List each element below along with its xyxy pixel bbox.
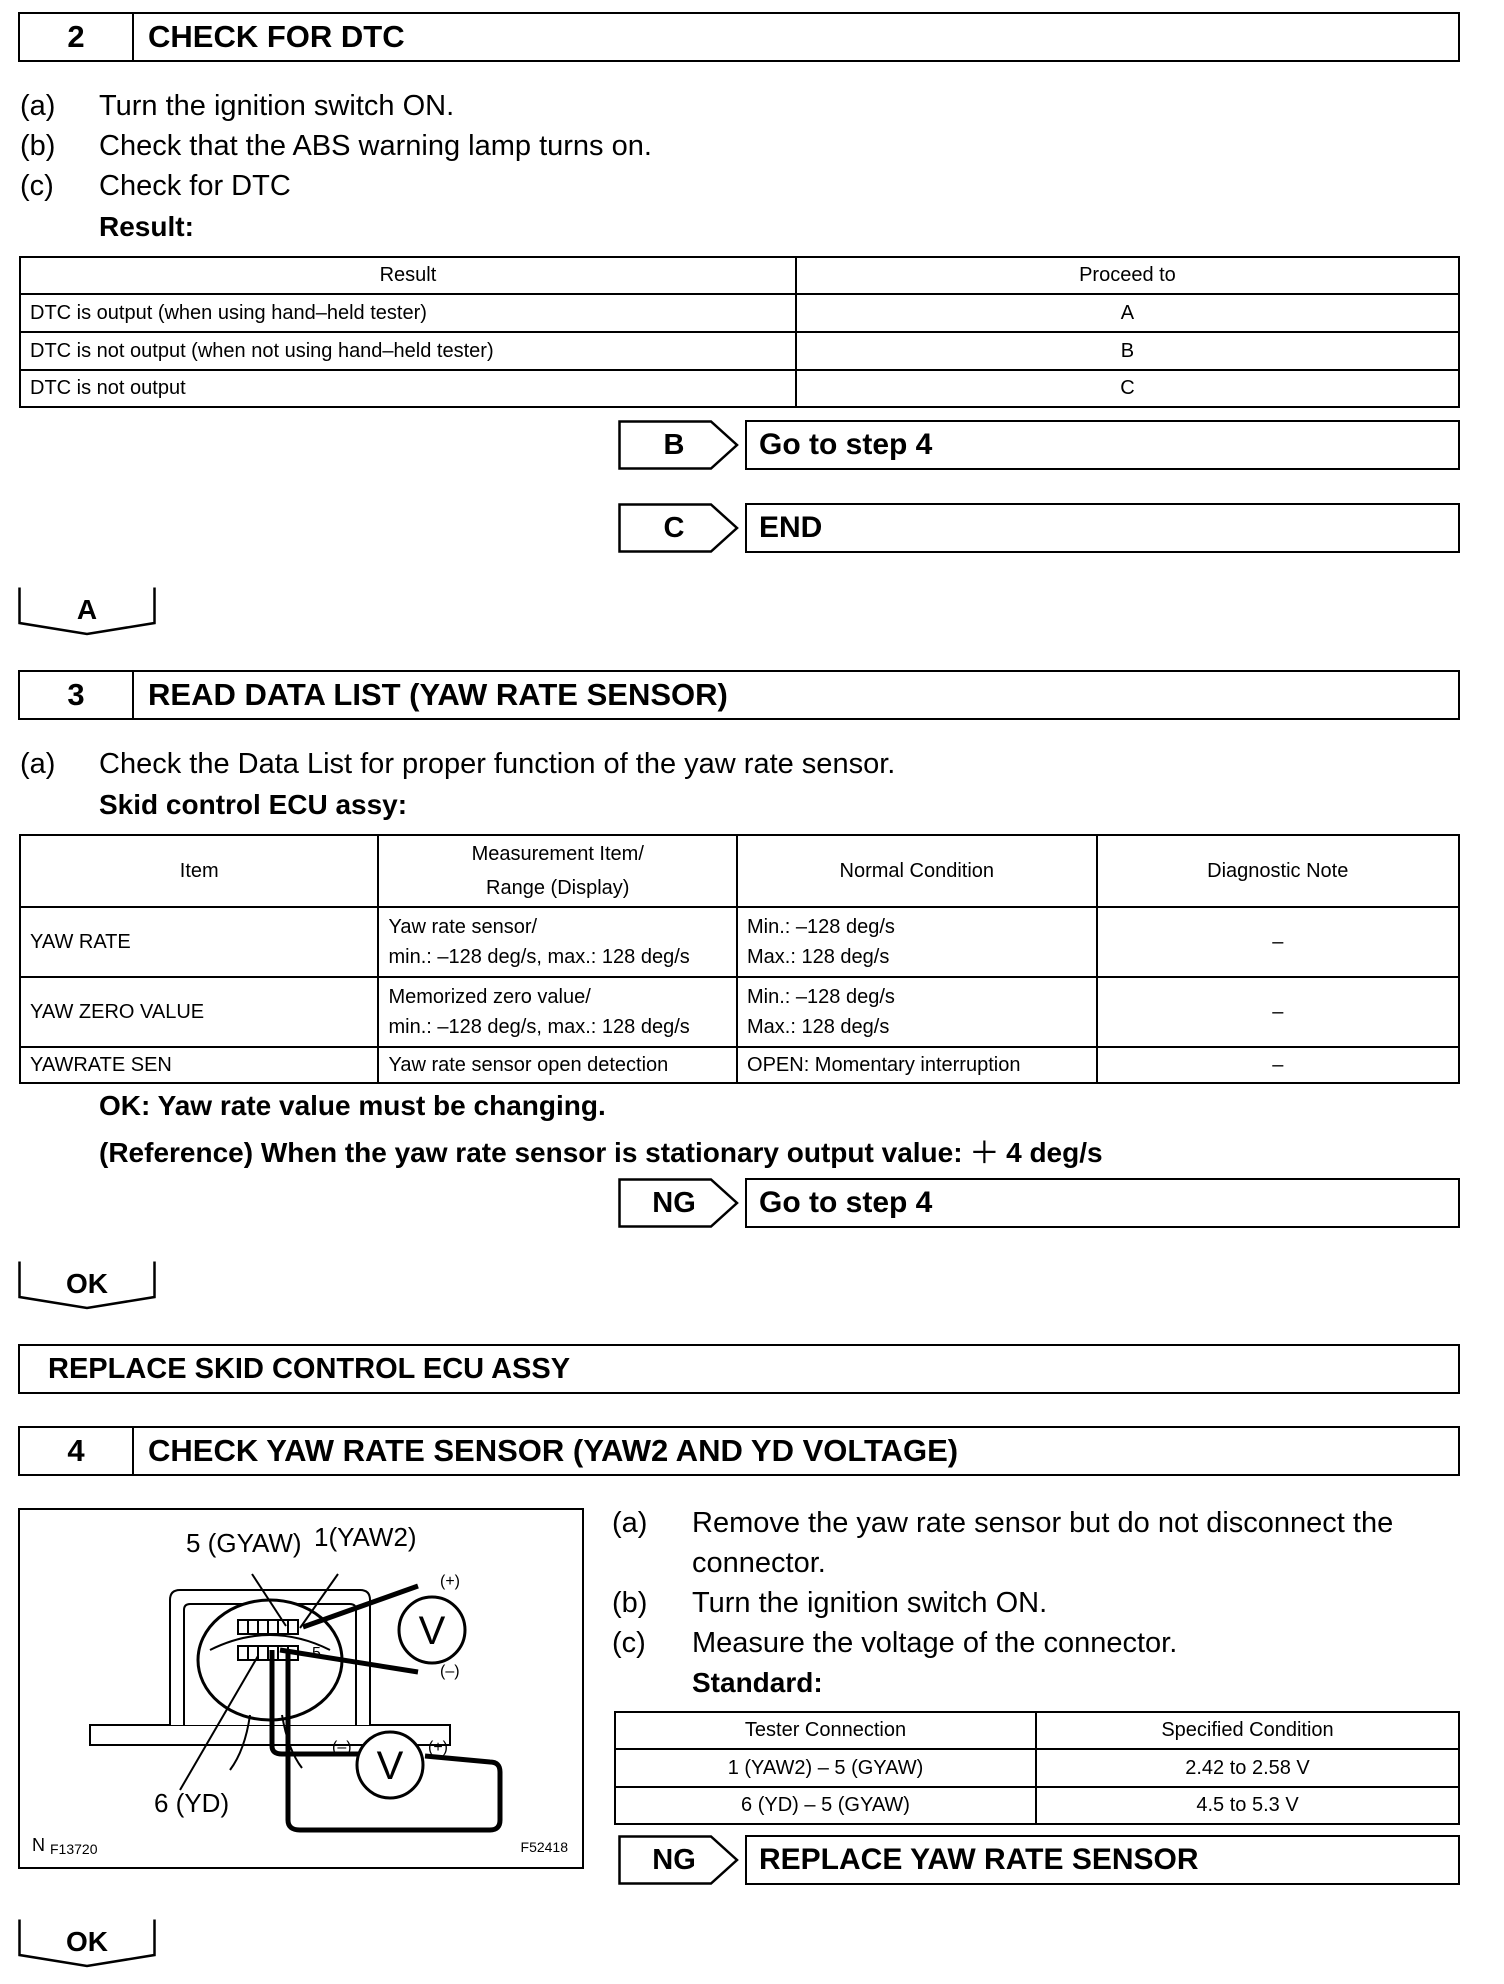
table-cell: 4.5 to 5.3 V — [1036, 1787, 1459, 1824]
reference-note: (Reference) When the yaw rate sensor is stationary output value: ＋ 4 deg/s — [99, 1137, 1103, 1168]
cell-line: min.: –128 deg/s, max.: 128 deg/s — [388, 1016, 690, 1038]
branch-c — [618, 503, 1460, 553]
table-header: Specified Condition — [1036, 1712, 1459, 1749]
instruction-label: (b) — [20, 130, 56, 162]
table-row — [20, 977, 1459, 1047]
branch-tag — [618, 1178, 740, 1228]
figure-code-right: F52418 — [520, 1839, 568, 1855]
table-cell — [378, 977, 737, 1047]
result-heading: Result: — [99, 211, 194, 242]
table-cell: YAW ZERO VALUE — [20, 977, 378, 1047]
instruction-label: (a) — [612, 1507, 648, 1539]
table-cell: YAW RATE — [20, 907, 378, 977]
connector-diagram — [18, 1508, 584, 1869]
table-cell: DTC is output (when using hand–held tester) — [20, 294, 796, 332]
instruction-label: (a) — [20, 90, 56, 122]
voltmeter-2-minus: (–) — [332, 1739, 352, 1756]
table-row — [20, 1047, 1459, 1083]
table-cell: 2.42 to 2.58 V — [1036, 1749, 1459, 1787]
table-cell: C — [796, 370, 1459, 407]
branch-destination: Go to step 4 — [745, 420, 1460, 470]
voltmeter-1-plus: (+) — [440, 1573, 460, 1590]
table-cell: OPEN: Momentary interruption — [737, 1047, 1096, 1083]
table-header-line: Range (Display) — [486, 877, 630, 899]
table-header: Tester Connection — [615, 1712, 1036, 1749]
sensor-drawing — [20, 1510, 581, 1866]
branch-tag — [618, 1835, 740, 1885]
instruction-label: (c) — [612, 1627, 646, 1659]
instruction-text: Check for DTC — [99, 170, 291, 202]
result-table — [19, 256, 1460, 408]
branch-destination: REPLACE YAW RATE SENSOR — [745, 1835, 1460, 1885]
pin-label: 5 — [312, 1645, 321, 1662]
cell-line: Min.: –128 deg/s — [747, 916, 895, 938]
gyaw-label: 5 (GYAW) — [186, 1528, 302, 1558]
table-cell: DTC is not output — [20, 370, 796, 407]
step-title: CHECK YAW RATE SENSOR (YAW2 AND YD VOLTAGE) — [148, 1433, 959, 1468]
step-4-header — [18, 1426, 1460, 1476]
yaw2-label: 1(YAW2) — [314, 1522, 417, 1552]
branch-tag-label: B — [663, 428, 685, 461]
instruction-text: Check that the ABS warning lamp turns on. — [99, 130, 652, 162]
table-cell — [378, 907, 737, 977]
table-cell: DTC is not output (when not using hand–held tester) — [20, 332, 796, 370]
instruction-text: Turn the ignition switch ON. — [692, 1587, 1048, 1619]
table-header-line: Measurement Item/ — [471, 843, 644, 865]
branch-tag-label: NG — [652, 1186, 696, 1219]
table-header: Diagnostic Note — [1097, 835, 1460, 907]
instruction-label: (c) — [20, 170, 54, 202]
table-header: Normal Condition — [737, 835, 1096, 907]
table-row — [615, 1749, 1459, 1787]
table-cell: – — [1097, 1047, 1460, 1083]
branch-b — [618, 420, 1460, 470]
table-cell — [737, 907, 1096, 977]
table-cell: – — [1097, 907, 1460, 977]
north-marker: N — [32, 1835, 45, 1855]
branch-tag-label: C — [663, 511, 685, 544]
table-cell: Yaw rate sensor open detection — [378, 1047, 737, 1083]
step-number: 2 — [20, 14, 134, 60]
action-bar: REPLACE SKID CONTROL ECU ASSY — [18, 1344, 1460, 1394]
table-cell: 6 (YD) – 5 (GYAW) — [615, 1787, 1036, 1824]
cell-line: min.: –128 deg/s, max.: 128 deg/s — [388, 946, 690, 968]
step-title: READ DATA LIST (YAW RATE SENSOR) — [148, 677, 728, 712]
table-cell: B — [796, 332, 1459, 370]
cell-line: Min.: –128 deg/s — [747, 986, 895, 1008]
branch-tag-label: NG — [652, 1843, 696, 1876]
cell-line: Memorized zero value/ — [388, 986, 591, 1008]
cell-line: Max.: 128 deg/s — [747, 1016, 890, 1038]
instruction-text: Measure the voltage of the connector. — [692, 1627, 1178, 1659]
continue-tag-label: A — [76, 594, 98, 625]
voltmeter-1-symbol: V — [418, 1609, 446, 1653]
table-header: Result — [20, 257, 796, 294]
cell-line: Yaw rate sensor/ — [388, 916, 538, 938]
table-cell: 1 (YAW2) – 5 (GYAW) — [615, 1749, 1036, 1787]
branch-destination: Go to step 4 — [745, 1178, 1460, 1228]
table-header — [378, 835, 737, 907]
table-row — [20, 907, 1459, 977]
yd-label: 6 (YD) — [154, 1788, 230, 1818]
cell-line: Max.: 128 deg/s — [747, 946, 890, 968]
table-cell: – — [1097, 977, 1460, 1047]
continue-tag-ok — [18, 1260, 156, 1310]
table-cell: YAWRATE SEN — [20, 1047, 378, 1083]
step-number: 3 — [20, 672, 134, 718]
voltmeter-1-minus: (–) — [440, 1663, 460, 1680]
branch-destination: END — [745, 503, 1460, 553]
continue-tag-a — [18, 586, 156, 636]
instruction-text: Remove the yaw rate sensor but do not disconnect the — [692, 1507, 1394, 1539]
branch-ng — [618, 1178, 1460, 1228]
figure-code-left: F13720 — [50, 1841, 98, 1857]
step-number: 4 — [20, 1428, 134, 1474]
continue-tag-label: OK — [66, 1926, 108, 1957]
continue-tag-ok — [18, 1918, 156, 1968]
branch-tag — [618, 503, 740, 553]
standard-heading: Standard: — [692, 1667, 823, 1698]
instruction-text: Turn the ignition switch ON. — [99, 90, 455, 122]
table-header: Proceed to — [796, 257, 1459, 294]
table-heading: Skid control ECU assy: — [99, 789, 408, 820]
standard-table — [614, 1711, 1460, 1825]
ok-criteria: OK: Yaw rate value must be changing. — [99, 1090, 606, 1121]
branch-ng — [618, 1835, 1460, 1885]
instruction-label: (b) — [612, 1587, 648, 1619]
instruction-label: (a) — [20, 748, 56, 780]
table-header: Item — [20, 835, 378, 907]
voltmeter-2-symbol: V — [376, 1744, 404, 1788]
instruction-text: Check the Data List for proper function of the yaw rate sensor. — [99, 748, 896, 780]
branch-tag — [618, 420, 740, 470]
instruction-continuation: connector. — [692, 1547, 826, 1579]
step-2-header — [18, 12, 1460, 62]
voltmeter-2-plus: (+) — [428, 1739, 448, 1756]
data-list-table — [19, 834, 1460, 1084]
step-3-header — [18, 670, 1460, 720]
table-cell: A — [796, 294, 1459, 332]
table-row — [615, 1787, 1459, 1824]
table-cell — [737, 977, 1096, 1047]
continue-tag-label: OK — [66, 1268, 108, 1299]
step-title: CHECK FOR DTC — [148, 19, 405, 54]
